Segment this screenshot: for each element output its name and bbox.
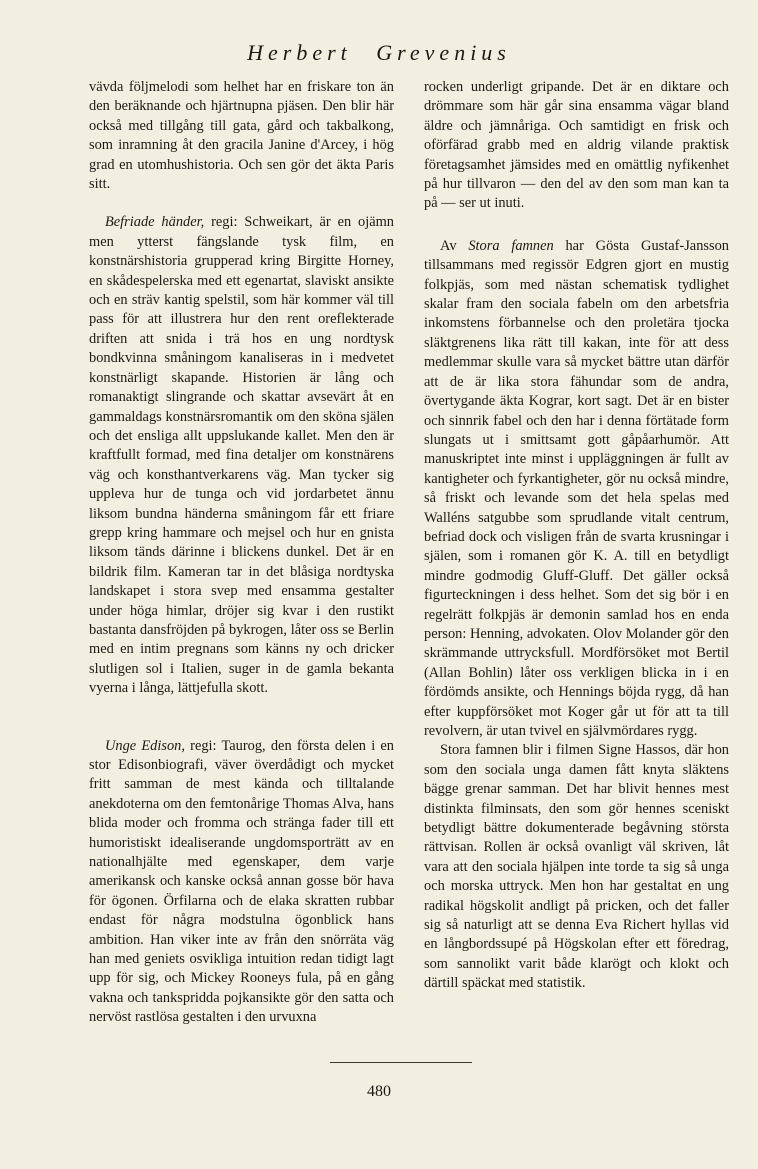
footer-rule: [330, 1062, 472, 1063]
paragraph: [89, 737, 394, 1028]
paragraph: [424, 237, 729, 742]
film-title: Befriade händer,: [105, 214, 205, 231]
paragraph-text: regi: Taurog, den första delen i en stor Edisonbiografi, väver överdådigt och mycket fritt samman de mest kända och tilltalande anekdoterna om den femtonårige Thomas Alva, hans blida moder och fromma och stränga fader till ett humoristiskt idealiserande ungdomsporträtt av en nationalhjälte med egenskaper, dem varje amerikansk och kanske också annan gosse bör hava för ögonen. Örfilarna och de elaka skratten rubbar endast för några modstulna ögonblick hans ambition. Han viker inte av från den snörräta väg han med geniets osvikliga intuition redan tidigt lagt upp för sig, och Mickey Rooneys fula, på en gång vakna och tankspridda pojkansikte gör den satta och nervöst rastlösa gestalten i den urvuxna: [89, 737, 395, 1026]
page-number: 480: [367, 1083, 391, 1100]
paragraph: Stora famnen blir i filmen Signe Hassos, där hon som den sociala unga damen fått knyta släktens bägge grenar samman. Det har blivit hennes mest distinkta filminsats, den som gör hennes sceniskt betydligt bättre dokumenterade begåvning största rättvisan. Rollen är också ovanligt väl skriven, låt vara att den sociala hjälpen inte torde ta sig så unga och morska uttryck. Men hon har gestaltat en ung radikal högskolit andligt på pricken, och det faller sig så naturligt att se denna Eva Richert hyllas vid en långbordssupé på Högskolan efter ett föredrag, som sannolikt varit både klarögt och klokt och därtill späckat med statistik.: [424, 742, 729, 992]
paragraph-text: har Gösta Gustaf-Jansson tillsammans med regissör Edgren gjort en mustig folkpjäs, som med nästan schematisk tydlighet skalar fram den sociala fabeln om den arbetsfria inkomstens förbannelse och den proletära tjocka släktgrenens lika rätt till kakan, inte för att dess medlemmar skulle vara så mycket bättre utan därför att de är lika stora fähundar som de andra, övertygande äkta Kograr, kort sagt. Det är en bister och sinnrik fabel och den har i denna förtätade form slungats ut i smittsamt gott gåpåarhumör. Att manuskriptet inte minst i uppläggningen är fullt av kantigheter och fyrkantigheter, gör nu också mindre, så friskt och levande som det hela spelas med Walléns satgubbe som sprudlande vitalt centrum, befriad dock och visligen från de svarta krusningar i själen, som i romanen gör K. A. till en betydligt mindre godmodig Gluff-Gluff. Det gäller också figurteckningen i dess helhet. Som det sig bör i en regelrätt folkpjäs är demonin samlad hos en enda person: Henning, advokaten. Olov Molander gör den skrämmande uttrycksfull. Mordförsöket mot Bertil (Allan Bohlin) låter oss verkligen blicka in i en fördömds ansikte, och Hennings böjda rygg, då han efter kuppförsöket mot Koger går ut för att ta till revolvern, är utan tvivel en självmördares rygg.: [424, 237, 729, 739]
film-title: Stora famnen: [468, 237, 554, 254]
right-column: [424, 78, 729, 994]
running-header: Herbert Grevenius: [247, 40, 511, 65]
film-title: Unge Edison,: [105, 737, 185, 754]
paragraph: [89, 213, 394, 698]
left-column: [89, 78, 394, 1028]
paragraph-lead: Av: [440, 237, 469, 254]
paragraph-text: regi: Schweikart, är en ojämn men ytterst fängslande tysk film, en konstnärshistoria grupperad kring Birgitte Horney, en skådespelerska med ett egenartat, slaviskt ansikte och en sträv kantig spelstil, som här kommer väl till pass för att illustrera hur den rent oreflekterade driften att snida i trä hos en ung nordtysk bondkvinna småningom kanaliseras in i medvetet konstnärligt skapande. Historien är lång och romanaktigt slingrande och skattar avsevärt åt en gammaldags konstnärsromantik om den sköna själen och det ensliga allt uppslukande kallet. Men den är kraftfullt formad, med fina detaljer om konstnärens väg och konsthantverkarens väg. Man tycker sig uppleva hur de tunga och vid jordarbetet ännu liksom bundna händerna småningom får ett friare grepp kring hammare och mejsel och hur en gnista liksom tänds därinne i blickens dunkel. Det är en bildrik film. Kameran tar in det blåsiga nordtyska landskapet i stora svep med ensamma gestalter under höga himlar, dröjer sig kvar i den rustikt bastanta dansfröjden på bykrogen, låter oss se Berlin med en intim pregnans som känns ny och dricker slutligen sol i Italien, suger in de gamla bekanta vyerna i långa, lättjefulla skott.: [89, 214, 394, 697]
paragraph: vävda följmelodi som helhet har en friskare ton än den beräknande och hjärtnupna pjäsen. Den blir här också med tillgång till gata, gård och takbalkong, som inramning åt den gracila Janine d'Arcey, i hög grad en utomhushistoria. Och sen gör det äkta Paris sitt.: [89, 79, 394, 193]
paragraph: rocken underligt gripande. Det är en diktare och drömmare som här går sina ensamma vägar bland äldre och jämnåriga. Och samtidigt en frisk och oförfärad grabb med en aldrig vilande praktisk företagsamhet jämsides med en omättlig nyfikenhet på hur tillvaron — den del av den som man kan ta på — ser ut inuti.: [424, 79, 729, 212]
